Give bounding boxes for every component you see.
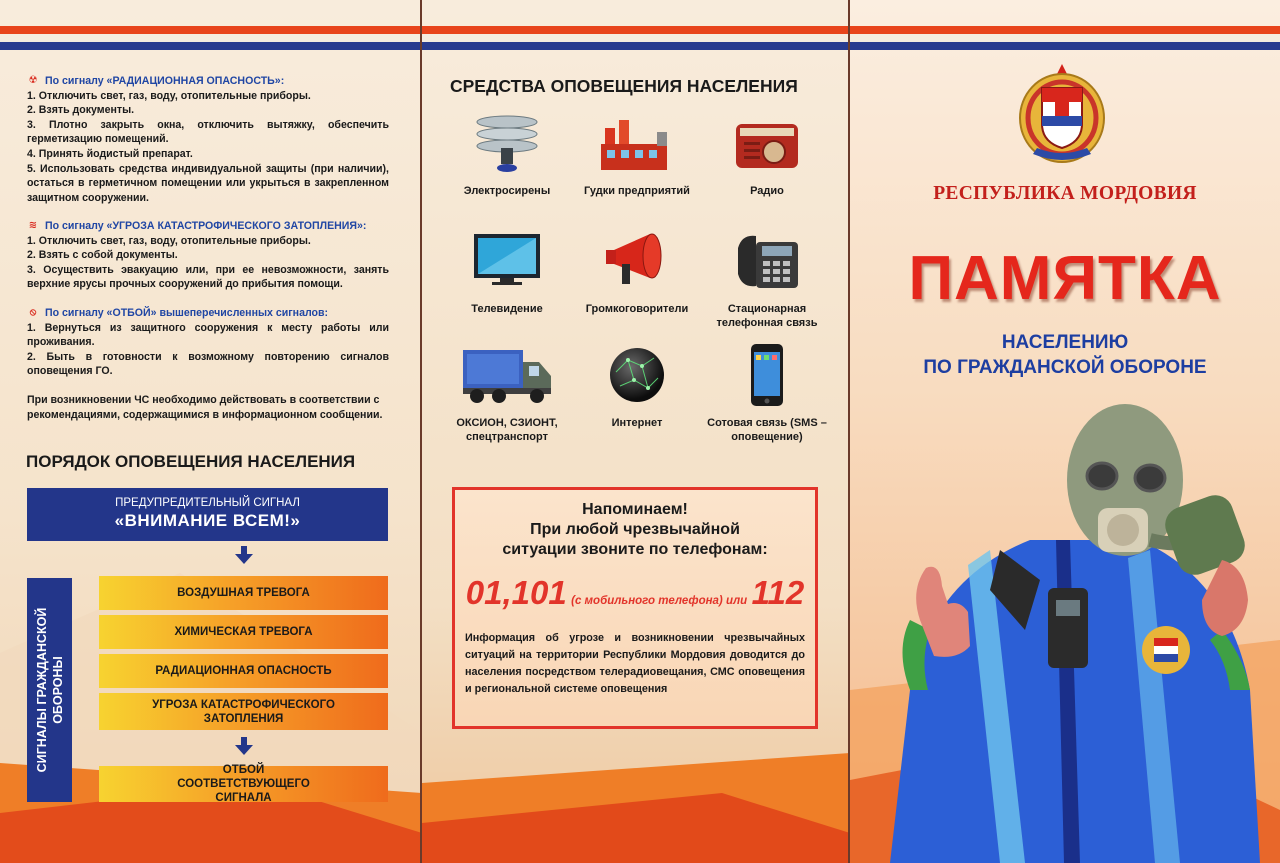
- arrow-down-icon: [235, 554, 253, 564]
- page-subtitle: НАСЕЛЕНИЮ ПО ГРАЖДАНСКОЙ ОБОРОНЕ: [923, 332, 1207, 378]
- list-item: 2. Взять документы.: [27, 104, 135, 117]
- flag-stripes: [850, 26, 1280, 50]
- list-item: Громкоговорители: [572, 228, 702, 316]
- flood-instructions: ≋ По сигналу «УГРОЗА КАТАСТРОФИЧЕСКОГО ЗАТОПЛЕНИЯ»: 1. Отключить свет, газ, воду, отопительные приборы. 2. Взять с собой документы. 3. Осуществить эвакуацию или, при ее невозможности, занять верхние ярусы прочных сооружений до прибытия помощи.: [27, 220, 389, 291]
- list-item: Телевидение: [442, 228, 572, 316]
- left-panel: [0, 0, 422, 863]
- list-item: 1. Отключить свет, газ, воду, отопительные приборы.: [27, 89, 311, 102]
- radiation-instructions: ☢ По сигналу «РАДИАЦИОННАЯ ОПАСНОСТЬ»: 1. Отключить свет, газ, воду, отопительные приборы. 2. Взять документы. 3. Плотно закрыть окна, отключить вытяжку, обеспечить герметизацию помещений. 4. Принять йодистый препарат. 5. Использовать средства индивидуальной защиты (при наличии), остаться в герметичном помещении или укрыться в закрепленном защитном сооружении.: [27, 75, 389, 204]
- truck-icon: [442, 342, 572, 408]
- mobile-phone-icon: [702, 342, 832, 408]
- decorative-background: [422, 743, 850, 863]
- desk-phone-icon: [702, 228, 832, 294]
- factory-icon: [572, 110, 702, 176]
- notification-means-title: СРЕДСТВА ОПОВЕЩЕНИЯ НАСЕЛЕНИЯ: [450, 76, 798, 96]
- list-item: Радио: [702, 110, 832, 198]
- tv-icon: [442, 228, 572, 294]
- right-panel: [850, 0, 1280, 863]
- signal-cancel: ОТБОЙ СООТВЕТСТВУЮЩЕГО СИГНАЛА: [99, 766, 388, 802]
- signal-air-raid: ВОЗДУШНАЯ ТРЕВОГА: [99, 576, 388, 610]
- page-title: ПАМЯТКА: [908, 244, 1222, 313]
- emergency-reminder-box: Напоминаем! При любой чрезвычайной ситуации звоните по телефонам: 01,101 (с мобильного телефона) или 112 Информация об угрозе и возникновении чрезвычайных ситуаций на территории Республики Мордовия доводится до населения посредством телерадиовещания, СМС оповещения и региональной системе оповещения: [452, 487, 818, 729]
- arrow-down-icon: [235, 745, 253, 755]
- list-item: Сотовая связь (SMS – оповещение): [702, 342, 832, 444]
- region-name: РЕСПУБЛИКА МОРДОВИЯ: [933, 183, 1197, 204]
- flag-stripes: [422, 26, 848, 50]
- emergency-phone-numbers: 01,101 (с мобильного телефона) или 112: [465, 574, 805, 611]
- radiation-icon: ☢: [28, 75, 38, 86]
- cancel-instructions: ⦸ По сигналу «ОТБОЙ» вышеперечисленных сигналов: 1. Вернуться из защитного сооружения к месту работы или проживания. 2. Быть в готовности к возможному повторению сигналов оповещения ГО.: [27, 307, 389, 378]
- list-item: 3. Плотно закрыть окна, отключить вытяжку, обеспечить герметизацию помещений.: [27, 118, 389, 146]
- list-item: Электросирены: [442, 110, 572, 198]
- general-note: При возникновении ЧС необходимо действовать в соответствии с рекомендациями, содержащимися в информационном сообщении.: [27, 394, 383, 421]
- prohibited-icon: ⦸: [29, 307, 37, 318]
- siren-icon: [442, 110, 572, 176]
- list-item: 1. Вернуться из защитного сооружения к месту работы или проживания.: [27, 321, 389, 349]
- list-item: 2. Взять с собой документы.: [27, 249, 178, 262]
- list-item: 3. Осуществить эвакуацию или, при ее невозможности, занять верхние ярусы прочных сооружений до прибытия помощи.: [27, 263, 389, 291]
- signal-flood: УГРОЗА КАТАСТРОФИЧЕСКОГО ЗАТОПЛЕНИЯ: [99, 693, 388, 730]
- middle-panel: [422, 0, 850, 863]
- notification-order-title: ПОРЯДОК ОПОВЕЩЕНИЯ НАСЕЛЕНИЯ: [26, 452, 356, 471]
- flag-stripes: [0, 26, 420, 50]
- list-item: 1. Отключить свет, газ, воду, отопительные приборы.: [27, 234, 311, 247]
- list-item: Стационарная телефонная связь: [702, 228, 832, 330]
- list-item: ОКСИОН, СЗИОНТ, спецтранспорт: [442, 342, 572, 444]
- list-item: Интернет: [572, 342, 702, 430]
- megaphone-icon: [572, 228, 702, 294]
- list-item: Гудки предприятий: [572, 110, 702, 198]
- globe-icon: [572, 342, 702, 408]
- civil-defense-signals-label: СИГНАЛЫ ГРАЖДАНСКОЙ ОБОРОНЫ: [27, 578, 72, 802]
- signal-chemical: ХИМИЧЕСКАЯ ТРЕВОГА: [99, 615, 388, 649]
- list-item: 4. Принять йодистый препарат.: [27, 147, 193, 160]
- list-item: 5. Использовать средства индивидуальной защиты (при наличии), остаться в герметичном помещении или укрыться в закрепленном защитном сооружении.: [27, 162, 389, 204]
- mordovia-coat-of-arms-icon: [1015, 62, 1109, 166]
- info-text: Информация об угрозе и возникновении чрезвычайных ситуаций на территории Республики Мордовия доводится до населения посредством телерадиовещания, СМС оповещения и региональной системе оповещения: [465, 632, 805, 695]
- warning-signal-box: ПРЕДУПРЕДИТЕЛЬНЫЙ СИГНАЛ «ВНИМАНИЕ ВСЕМ!»: [27, 488, 388, 541]
- radio-icon: [702, 110, 832, 176]
- water-wave-icon: ≋: [28, 220, 38, 231]
- list-item: 2. Быть в готовности к возможному повторению сигналов оповещения ГО.: [27, 350, 389, 378]
- signal-radiation: РАДИАЦИОННАЯ ОПАСНОСТЬ: [99, 654, 388, 688]
- gas-mask-person-illustration: [850, 390, 1280, 863]
